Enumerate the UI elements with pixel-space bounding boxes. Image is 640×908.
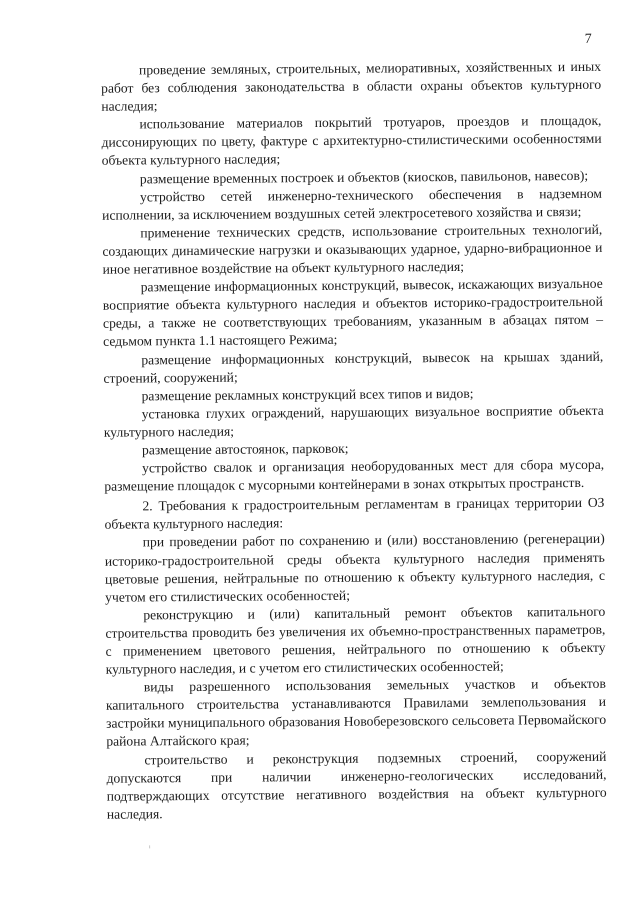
paragraph: строительство и реконструкция подземных строений, сооружений допускаются при наличии инженерно-геологических исследований, подтверждающих отсутствие негативного воздействия на объект культурного наследия.: [106, 748, 607, 822]
paragraph: размещение информационных конструкций, вывесок на крышах зданий, строений, сооружений;: [103, 348, 604, 386]
paragraph: реконструкцию и (или) капитальный ремонт объектов капитального строительства проводить без увеличения их объемно-пространственных параметров, с применением цветового решения, нейтрального по отношению к объекту культурного наследия, и с учетом его стилистических особенностей;: [105, 603, 606, 677]
section-heading: 2. Требования к градостроительным регламентам в границах территории ОЗ объекта культурного наследия:: [104, 495, 605, 533]
paragraph: размещение рекламных конструкций всех типов и видов;: [141, 385, 474, 404]
paragraph: при проведении работ по сохранению и (или) восстановлению (регенерации) историко-градостроительной среды объекта культурного наследия применять цветовые решения, нейтральные по отношению к объекту культурного наследия, с учетом его стилистических особенностей;: [104, 531, 606, 605]
paragraph: установка глухих ограждений, нарушающих визуальное восприятие объекта культурного наследия;: [103, 402, 604, 440]
paragraph: устройство сетей инженерно-технического обеспечения в надземном исполнении, за исключением воздушных сетей электросетевого хозяйства и связи;: [102, 185, 603, 223]
paragraph: использование материалов покрытий тротуаров, проездов и площадок, диссонирующих по цвету, фактуре с архитектурно-стилистическими особенностями объекта культурного наследия;: [101, 113, 602, 169]
paragraph: виды разрешенного использования земельных участков и объектов капитального строительства устанавливаются Правилами землепользования и застройки муниципального образования Новоберезовского сельсовета Первомайского района Алтайского края;: [105, 675, 607, 750]
paragraph: размещение информационных конструкций, вывесок, искажающих визуальное восприятие объекта культурного наследия и объектов историко-градостроительной среды, а также не соответствующих требованиям, указанным в абзацах пятом – седьмом пункта 1.1 настоящего Режима;: [102, 275, 604, 350]
scan-speck: [149, 845, 150, 848]
paragraph: устройство свалок и организация необорудованных мест для сбора мусора, размещение площадок с мусорными контейнерами в зонах открытых пространств.: [104, 456, 605, 494]
document-body: [101, 58, 607, 824]
paragraph: размещение временных построек и объектов (киосков, павильонов, навесов);: [139, 167, 589, 186]
paragraph: проведение земляных, строительных, мелиоративных, хозяйственных и иных работ без соблюдения законодательства в области охраны объектов культурного наследия;: [101, 58, 602, 114]
paragraph: размещение автостоянок, парковок;: [141, 440, 349, 458]
page-number: 7: [584, 31, 592, 47]
paragraph: применение технических средств, использование строительных технологий, создающих динамические нагрузки и оказывающих ударное, ударно-вибрационное и иное негативное воздействие на объект культурного наследия;: [102, 221, 603, 277]
